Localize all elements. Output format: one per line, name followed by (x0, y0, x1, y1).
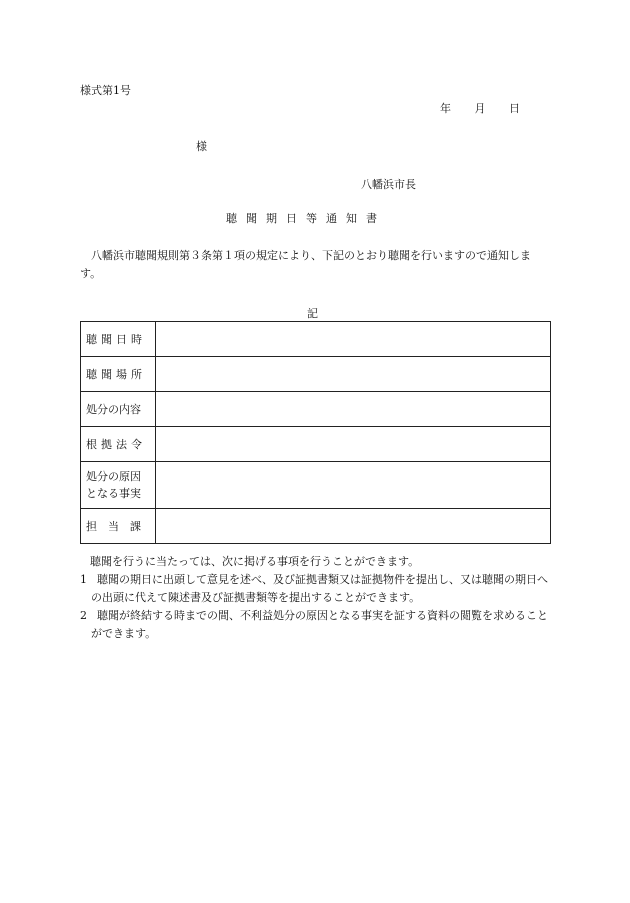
table-row (81, 509, 551, 544)
note-number: 1 (80, 573, 87, 586)
body-text: 八幡浜市聴聞規則第３条第１項の規定により、下記のとおり聴聞を行いますので通知します。 (80, 249, 531, 280)
row-value-disposition-content (156, 392, 551, 427)
row-label-line: 処分の原因 (86, 470, 141, 483)
note-text: 聴聞の期日に出頭して意見を述べ、及び証拠書類又は証拠物件を提出し、又は聴聞の期日への出頭に代えて陳述書及び証拠書類等を提出することができます。 (91, 573, 548, 604)
note-item (80, 571, 550, 607)
issuer: 八幡浜市長 (361, 178, 416, 191)
row-label-hearing-datetime: 聴聞日時 (81, 322, 156, 357)
table-row (81, 462, 551, 509)
date-year: 年 (440, 102, 451, 115)
notes-intro: 聴聞を行うに当たっては、次に掲げる事項を行うことができます。 (90, 555, 420, 568)
row-value-disposition-cause (156, 462, 551, 509)
table-row (81, 427, 551, 462)
date-line (440, 100, 520, 116)
row-label-line: となる事実 (86, 487, 141, 500)
table-row (81, 357, 551, 392)
date-month: 月 (474, 102, 486, 115)
row-value-legal-basis (156, 427, 551, 462)
row-label-hearing-place: 聴聞場所 (81, 357, 156, 392)
row-label-legal-basis: 根拠法令 (81, 427, 156, 462)
note-text: 聴聞が終結する時までの間、不利益処分の原因となる事実を証する資料の閲覧を求めることができます。 (91, 609, 548, 640)
note-number: 2 (80, 609, 87, 622)
info-table (80, 321, 551, 544)
document-title: 聴聞期日等通知書 (226, 212, 386, 225)
row-label-department: 担当課 (81, 509, 156, 544)
table-row (81, 322, 551, 357)
row-label-disposition-cause (81, 462, 156, 509)
form-number: 様式第1号 (80, 84, 131, 97)
row-value-hearing-datetime (156, 322, 551, 357)
date-day: 日 (509, 102, 520, 115)
row-label-disposition-content: 処分の内容 (81, 392, 156, 427)
table-row (81, 392, 551, 427)
row-value-hearing-place (156, 357, 551, 392)
recipient-suffix: 様 (196, 140, 207, 153)
notes (80, 553, 550, 643)
row-value-department (156, 509, 551, 544)
ki-heading: 記 (307, 307, 318, 320)
note-item (80, 607, 550, 643)
